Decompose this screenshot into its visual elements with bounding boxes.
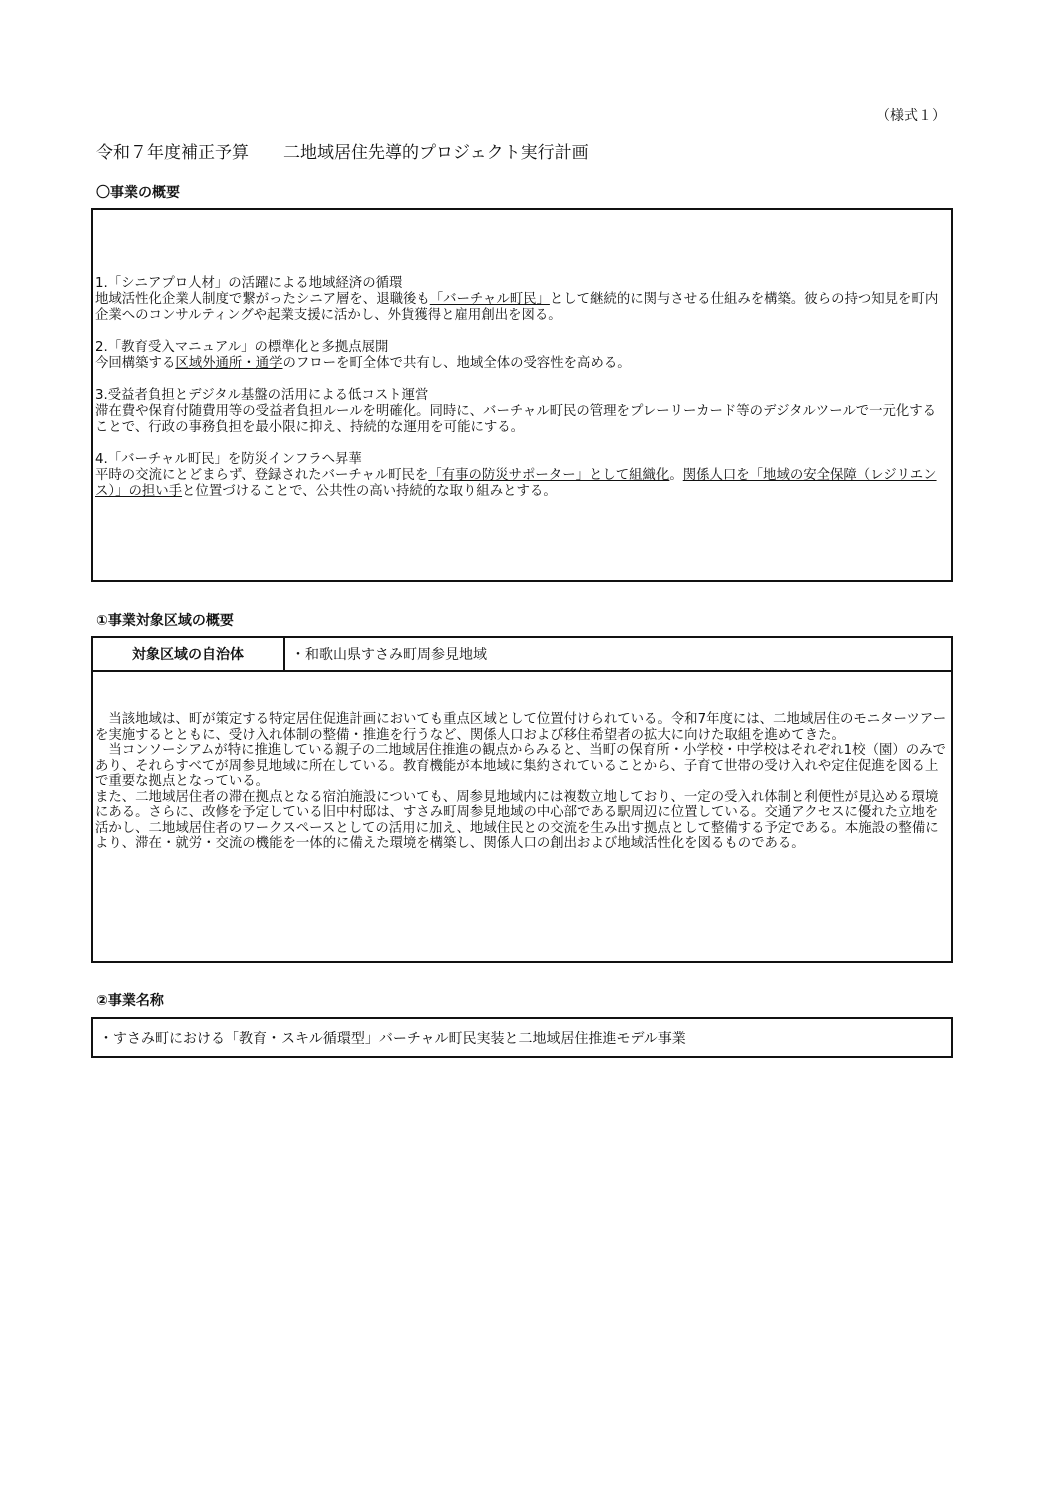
overview-item-body: 平時の交流にとどまらず、登録されたバーチャル町民を「有事の防災サポーター」として組織化。関係人口を「地域の安全保障（レジリエンス）」の担い手と位置づけることで、公共性の高い持続的な取り組みとする。 xyxy=(95,468,937,499)
overview-heading: 〇事業の概要 xyxy=(96,185,180,201)
project-name-heading: ②事業名称 xyxy=(96,993,164,1009)
overview-item-body: 地域活性化企業人制度で繋がったシニア層を、退職後も「バーチャル町民」として継続的に関与させる仕組みを構築。彼らの持つ知見を町内企業へのコンサルティングや起業支援に活かし、外貨獲得と雇用創出を図る。 xyxy=(95,292,939,323)
overview-item-heading: 4.「バーチャル町民」を防災インフラへ昇華 xyxy=(95,452,362,467)
overview-item-heading: 2.「教育受入マニュアル」の標準化と多拠点展開 xyxy=(95,340,389,355)
area-paragraph: また、二地域居住者の滞在拠点となる宿泊施設についても、周参見地域内には複数立地しており、一定の受入れ体制と利便性が見込める環境にある。さらに、改修を予定している旧中村邸は、すさみ町周参見地域の中心部である駅周辺に位置している。交通アクセスに優れた立地を活かし、二地域居住者のワークスペースとしての活用に加え、地域住民との交流を生み出す拠点として整備する予定である。本施設の整備により、滞在・就労・交流の機能を一体的に備えた環境を構築し、関係人口の創出および地域活性化を図るものである。 xyxy=(95,789,939,851)
area-heading: ①事業対象区域の概要 xyxy=(96,613,234,629)
overview-item-4 xyxy=(95,452,949,500)
project-name-box xyxy=(91,1017,953,1058)
area-municipality-row xyxy=(93,638,951,672)
overview-item-1 xyxy=(95,276,949,324)
overview-item-heading: 3.受益者負担とデジタル基盤の活用による低コスト運営 xyxy=(95,388,429,403)
overview-item-3 xyxy=(95,388,949,436)
overview-item-heading: 1.「シニアプロ人材」の活躍による地域経済の循環 xyxy=(95,276,403,291)
overview-item-2 xyxy=(95,340,949,372)
overview-item-body: 今回構築する区域外通所・通学のフローを町全体で共有し、地域全体の受容性を高める。 xyxy=(95,356,631,371)
project-name-value: ・すさみ町における「教育・スキル循環型」バーチャル町民実装と二地域居住推進モデル事業 xyxy=(99,1030,686,1047)
overview-item-body: 滞在費や保育付随費用等の受益者負担ルールを明確化。同時に、バーチャル町民の管理をプレーリーカード等のデジタルツールで一元化することで、行政の事務負担を最小限に抑え、持続的な運用を可能にする。 xyxy=(95,404,937,435)
area-municipality-value: ・和歌山県すさみ町周参見地域 xyxy=(291,647,487,663)
document-title: 令和７年度補正予算 二地域居住先導的プロジェクト実行計画 xyxy=(96,143,589,163)
overview-content xyxy=(95,276,949,516)
area-municipality-label: 対象区域の自治体 xyxy=(93,638,285,670)
overview-box xyxy=(91,208,953,582)
form-number: （様式１） xyxy=(876,108,946,124)
area-paragraph: 当該地域は、町が策定する特定居住促進計画においても重点区域として位置付けられている。令和7年度には、二地域居住のモニターツアーを実施するとともに、受け入れ体制の整備・推進を行うなど、関係人口および移住希望者の拡大に向けた取組を進めてきた。 xyxy=(95,712,947,743)
area-paragraph: 当コンソーシアムが特に推進している親子の二地域居住推進の観点からみると、当町の保育所・小学校・中学校はそれぞれ1校（園）のみであり、それらすべてが周参見地域に所在している。教育機能が本地域に集約されていることから、子育て世帯の受け入れや定住促進を図る上で重要な拠点となっている。 xyxy=(95,743,946,789)
area-box xyxy=(91,636,953,963)
area-description xyxy=(95,712,949,852)
